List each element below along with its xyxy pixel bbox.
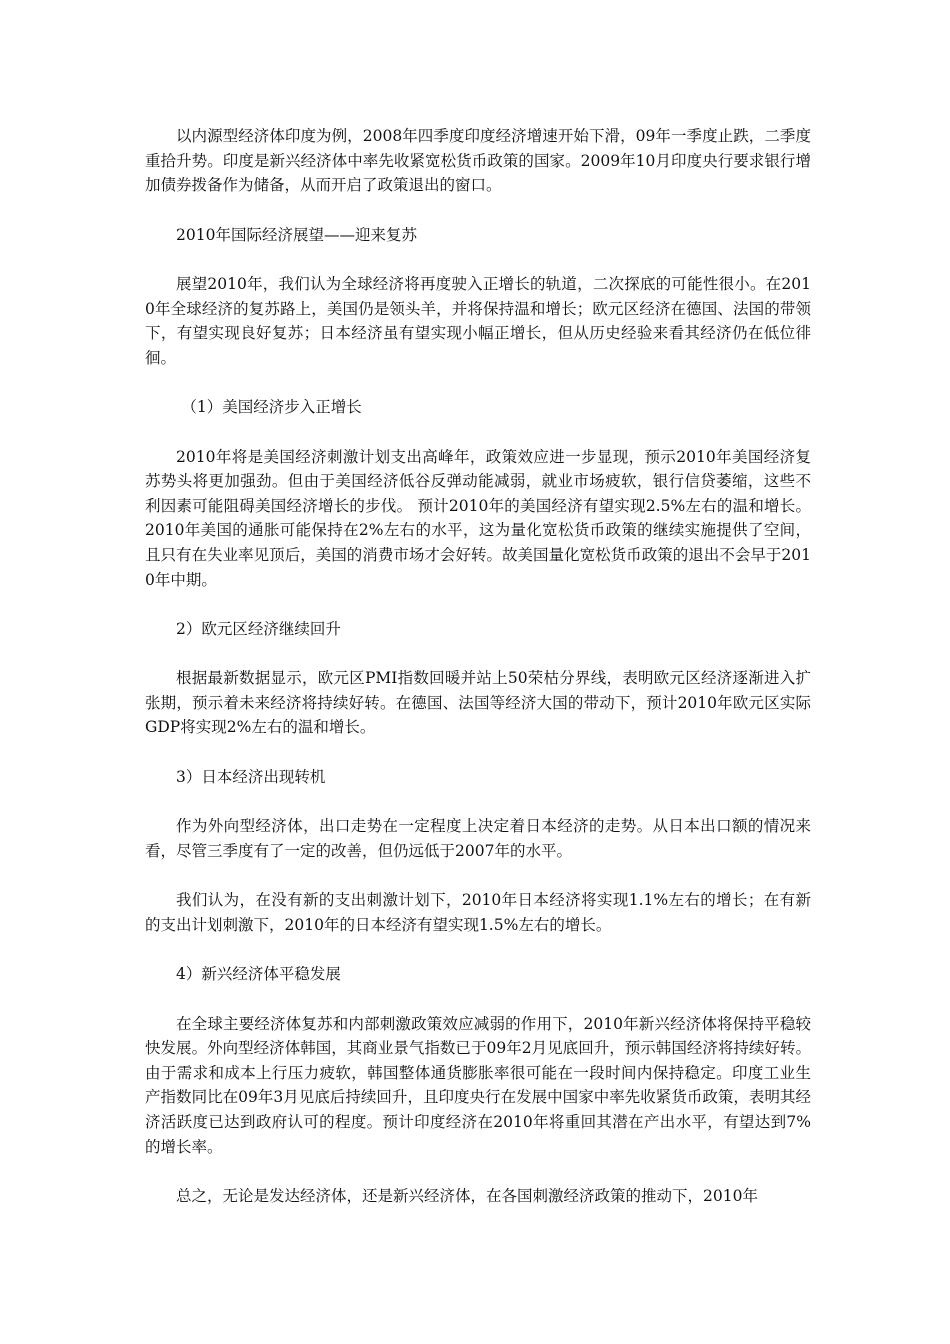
paragraph-conclusion: 总之，无论是发达经济体，还是新兴经济体，在各国刺激经济政策的推动下，2010年: [176, 1186, 758, 1205]
document-body: [145, 124, 811, 1233]
paragraph-japan-exports: 作为外向型经济体，出口走势在一定程度上决定着日本经济的走势。从日本出口额的情况来看，尽管三季度有了一定的改善，但仍远低于2007年的水平。: [145, 817, 811, 860]
subheading-japan-economy: 3）日本经济出现转机: [176, 767, 326, 786]
paragraph-japan-forecast: 我们认为，在没有新的支出刺激计划下，2010年日本经济将实现1.1%左右的增长；在有新的支出计划刺激下，2010年的日本经济有望实现1.5%左右的增长。: [145, 891, 811, 934]
paragraph-india-example: 以内源型经济体印度为例，2008年四季度印度经济增速开始下滑，09年一季度止跌，二季度重拾升势。印度是新兴经济体中率先收紧宽松货币政策的国家。2009年10月印度央行要求银行增加债券拨备作为储备，从而开启了政策退出的窗口。: [145, 127, 811, 195]
paragraph-eurozone-economy: 根据最新数据显示，欧元区PMI指数回暖并站上50荣枯分界线，表明欧元区经济逐渐进入扩张期，预示着未来经济将持续好转。在德国、法国等经济大国的带动下，预计2010年欧元区实际GDP将实现2%左右的温和增长。: [145, 669, 811, 737]
paragraph-emerging-economies: 在全球主要经济体复苏和内部刺激政策效应减弱的作用下，2010年新兴经济体将保持平稳较快发展。外向型经济体韩国，其商业景气指数已于09年2月见底回升，预示韩国经济将持续好转。由于需求和成本上行压力疲软，韩国整体通货膨胀率很可能在一段时间内保持稳定。印度工业生产指数同比在09年3月见底后持续回升，且印度央行在发展中国家中率先收紧货币政策，表明其经济活跃度已达到政府认可的程度。预计印度经济在2010年将重回其潜在产出水平，有望达到7%的增长率。: [145, 1014, 811, 1156]
subheading-us-economy: （1）美国经济步入正增长: [181, 398, 362, 417]
section-heading-outlook-2010: 2010年国际经济展望——迎来复苏: [176, 225, 417, 244]
subheading-eurozone-economy: 2）欧元区经济继续回升: [176, 619, 341, 638]
paragraph-us-economy: 2010年将是美国经济刺激计划支出高峰年，政策效应进一步显现，预示2010年美国经济复苏势头将更加强劲。但由于美国经济低谷反弹动能减弱，就业市场疲软，银行信贷萎缩，这些不利因素可能阻碍美国经济增长的步伐。 预计2010年的美国经济有望实现2.5%左右的温和增长。2010年美国的通胀可能保持在2%左右的水平，这为量化宽松货币政策的继续实施提供了空间，且只有在失业率见顶后，美国的消费市场才会好转。故美国量化宽松货币政策的退出不会早于2010年中期。: [145, 447, 811, 589]
subheading-emerging-economies: 4）新兴经济体平稳发展: [176, 965, 341, 984]
paragraph-global-outlook: 展望2010年，我们认为全球经济将再度驶入正增长的轨道，二次探底的可能性很小。在2010年全球经济的复苏路上，美国仍是领头羊，并将保持温和增长；欧元区经济在德国、法国的带领下，有望实现良好复苏；日本经济虽有望实现小幅正增长，但从历史经验来看其经济仍在低位徘徊。: [145, 274, 811, 367]
